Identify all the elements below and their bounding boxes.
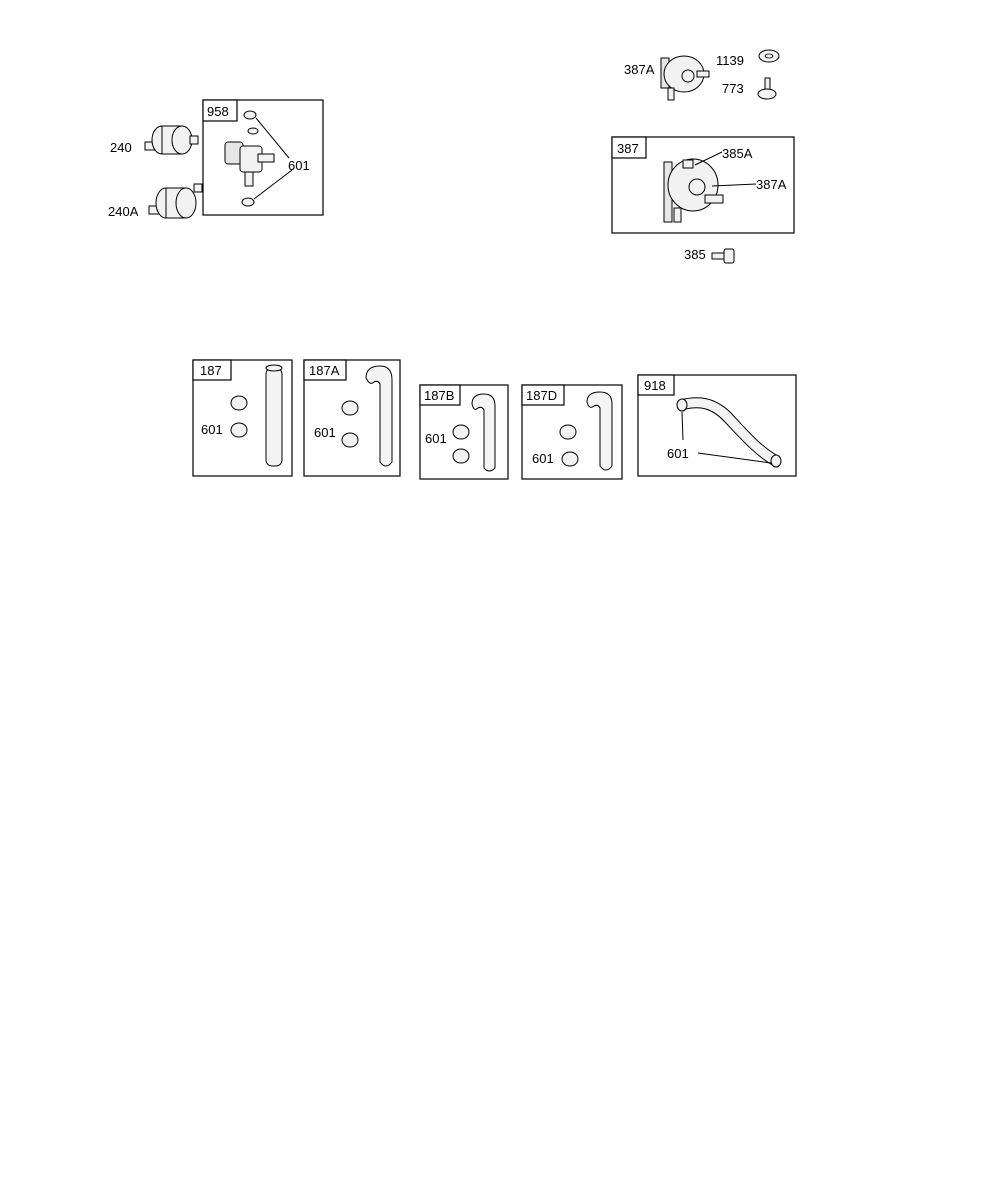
plug-773 <box>758 78 776 99</box>
label-601-187b: 601 <box>425 431 447 446</box>
label-601-187: 601 <box>201 422 223 437</box>
clamps-187b <box>453 425 469 463</box>
screw-385 <box>712 249 734 263</box>
clamps-187 <box>231 396 247 437</box>
fuel-pump-387 <box>664 159 723 222</box>
label-387a-top: 387A <box>624 62 655 77</box>
label-387: 387 <box>617 141 639 156</box>
label-601-918: 601 <box>667 446 689 461</box>
shutoff-valve <box>225 111 274 206</box>
label-958: 958 <box>207 104 229 119</box>
hose-187b <box>472 394 495 471</box>
fuel-filter-240a <box>149 184 202 218</box>
label-240: 240 <box>110 140 132 155</box>
label-385a: 385A <box>722 146 753 161</box>
label-1139: 1139 <box>716 53 744 68</box>
washer-1139 <box>759 50 779 62</box>
label-240a: 240A <box>108 204 139 219</box>
label-918: 918 <box>644 378 666 393</box>
hose-187a <box>366 366 392 466</box>
label-187b: 187B <box>424 388 455 403</box>
label-601-187d: 601 <box>532 451 554 466</box>
label-773: 773 <box>722 81 744 96</box>
clamps-187d <box>560 425 578 466</box>
hose-187 <box>266 365 282 466</box>
clamps-187a <box>342 401 358 447</box>
label-387a-kit: 387A <box>756 177 787 192</box>
fuel-filter-240 <box>145 126 198 154</box>
label-601-958: 601 <box>288 158 310 173</box>
label-187d: 187D <box>526 388 558 403</box>
label-187a: 187A <box>309 363 340 378</box>
label-187: 187 <box>200 363 222 378</box>
fuel-pump-387a <box>661 56 709 100</box>
hose-918 <box>680 398 778 466</box>
label-601-187a: 601 <box>314 425 336 440</box>
hose-187d <box>587 392 612 470</box>
label-385: 385 <box>684 247 706 262</box>
